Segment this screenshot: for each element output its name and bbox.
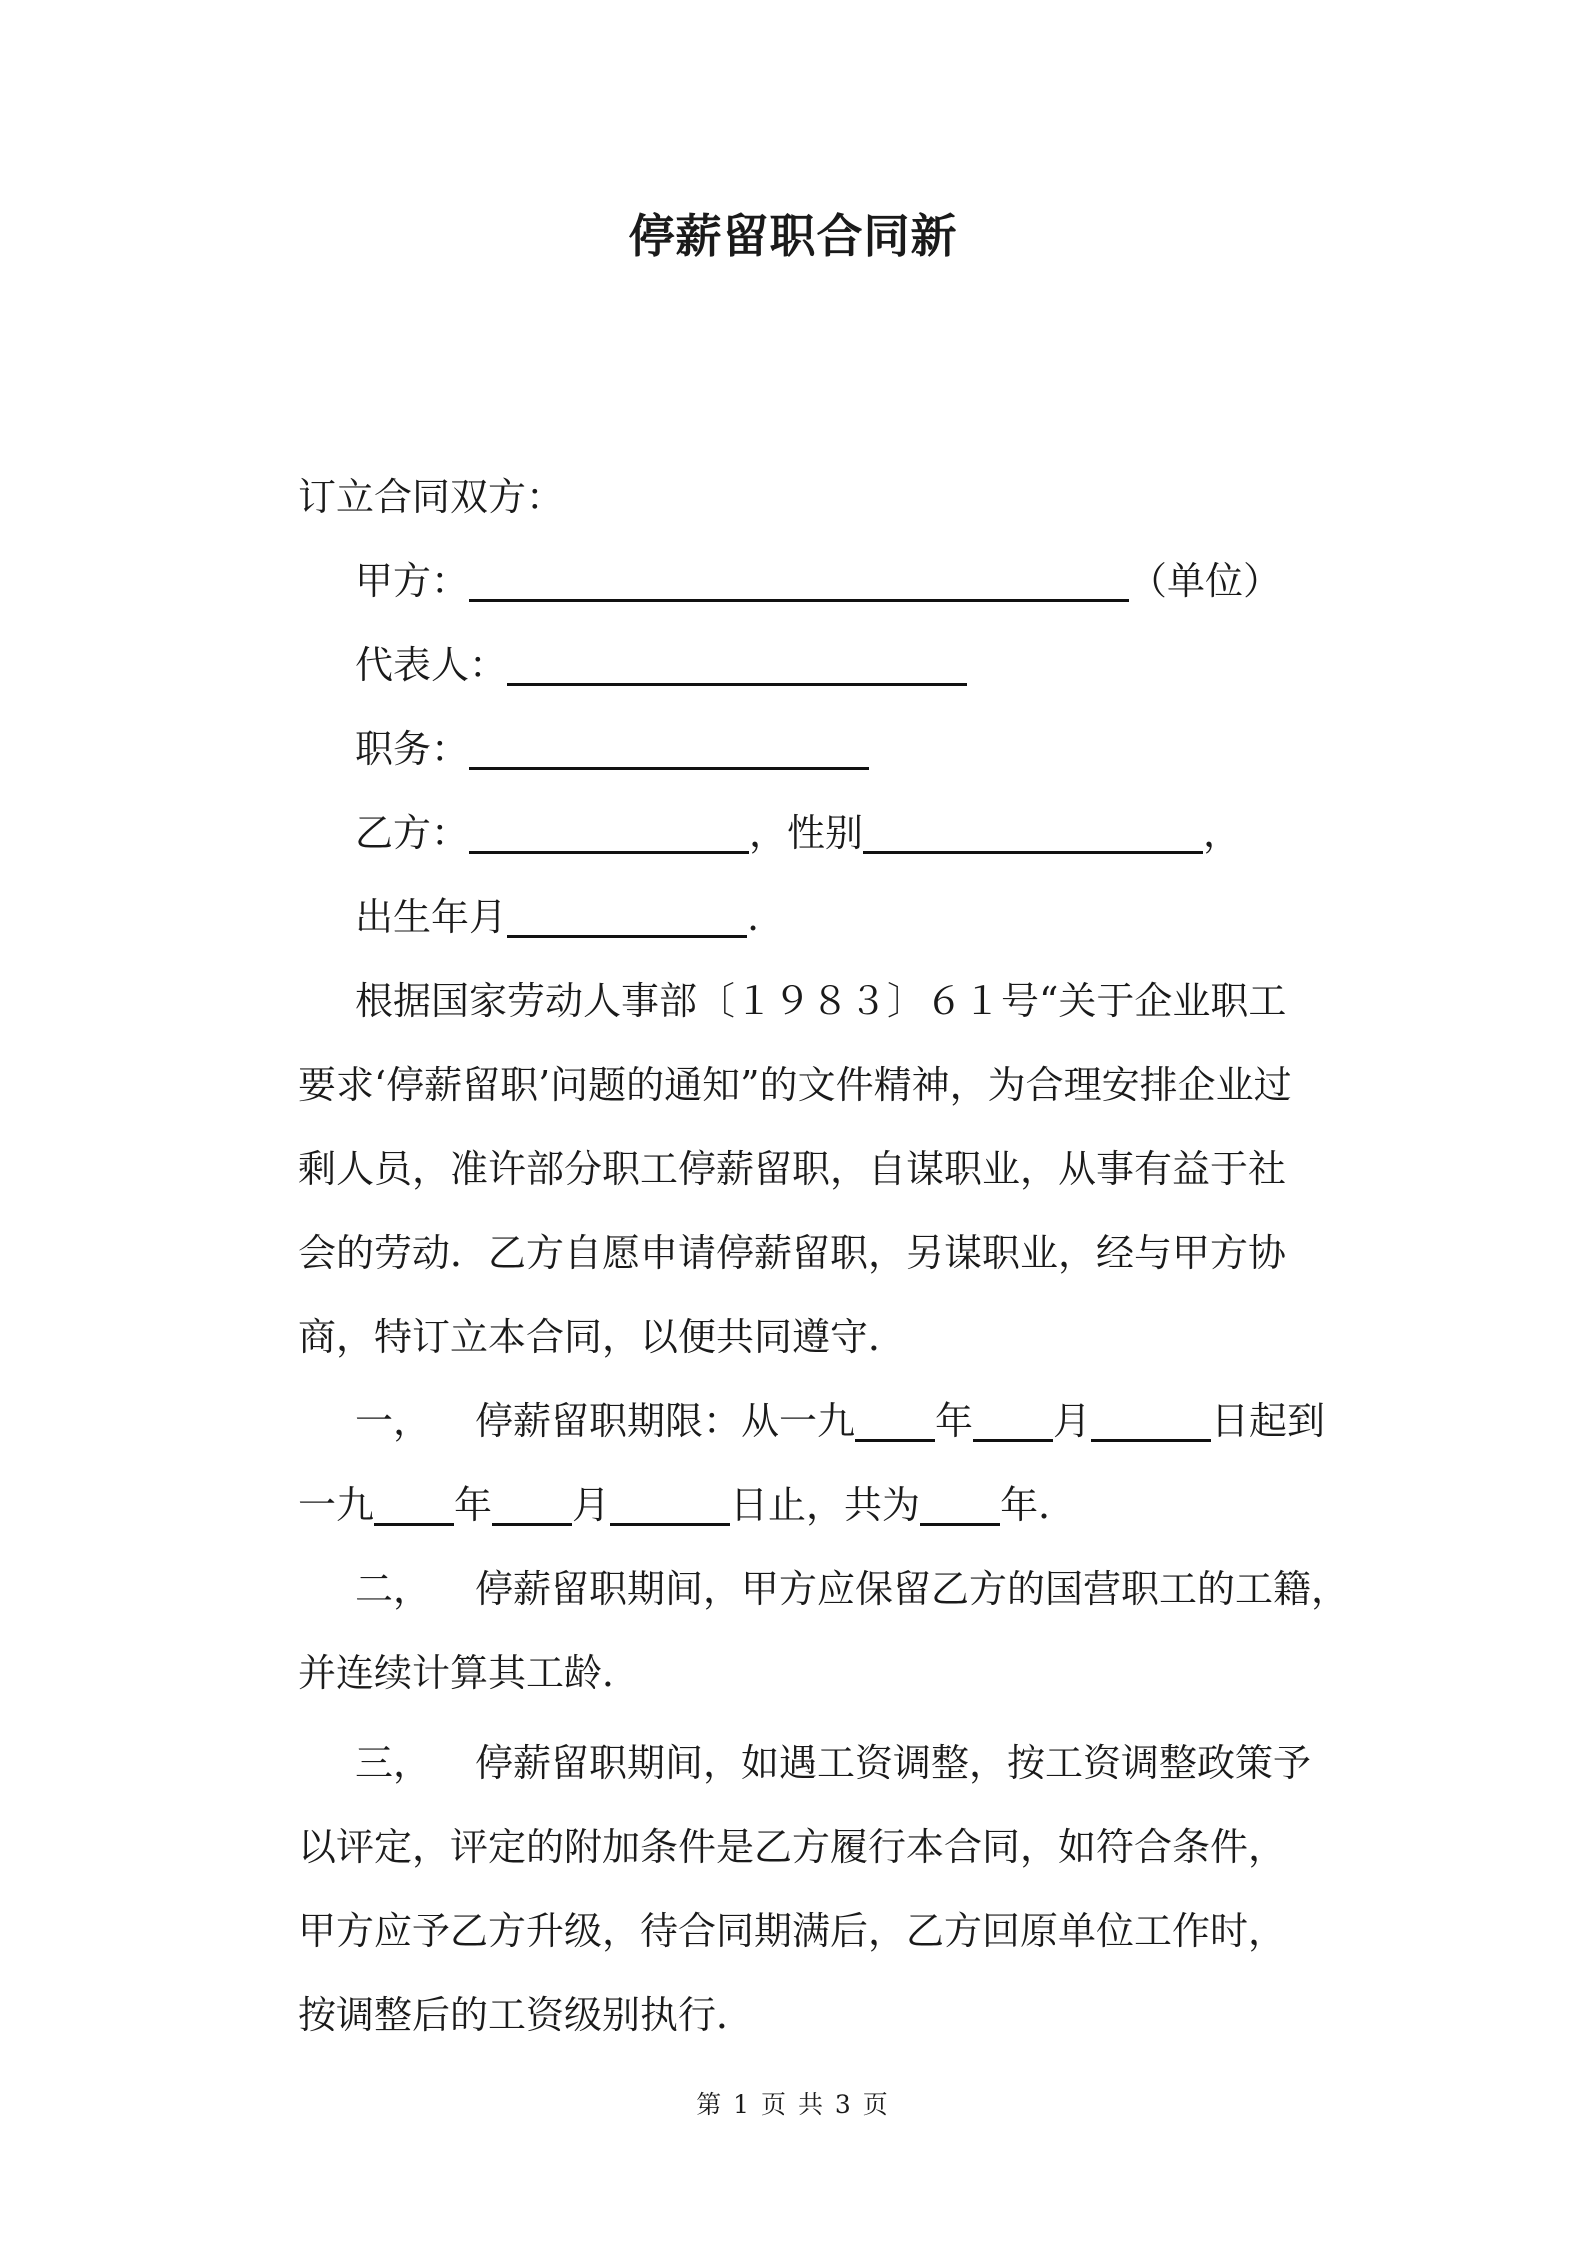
preamble-line: 会的劳动．乙方自愿申请停薪留职，另谋职业，经与甲方协 <box>298 1231 1287 1275</box>
day-end-label: 日止，共为 <box>730 1483 921 1527</box>
total-years-blank <box>920 1479 1000 1526</box>
clause-1-line2-prefix: 一九 <box>298 1483 375 1527</box>
clause-1-prefix: 停薪留职期限：从一九 <box>475 1399 856 1443</box>
clause-3 <box>298 1721 1358 2057</box>
gender-suffix: ， <box>1203 811 1242 855</box>
gender-blank <box>863 807 1203 854</box>
clause-3-line-3: 甲方应予乙方升级，待合同期满后，乙方回原单位工作时， <box>298 1909 1287 1953</box>
end-year-blank <box>374 1479 454 1526</box>
clause-3-line-4: 按调整后的工资级别执行． <box>298 1993 755 2037</box>
clause-3-text: 停薪留职期间，如遇工资调整，按工资调整政策予 <box>475 1741 1312 1785</box>
gender-label: ，性别 <box>749 811 864 855</box>
clause-2-line-1 <box>298 1547 1358 1631</box>
start-year-blank <box>855 1395 935 1442</box>
position-line <box>298 707 1358 791</box>
years-suffix: 年． <box>1000 1483 1077 1527</box>
clause-2-text: 停薪留职期间，甲方应保留乙方的国营职工的工籍， <box>475 1567 1350 1611</box>
month-label: 月 <box>572 1483 611 1527</box>
birth-suffix: . <box>747 895 760 939</box>
end-day-blank <box>610 1479 730 1526</box>
preamble-paragraph <box>298 959 1358 1379</box>
clause-2 <box>298 1547 1358 1715</box>
clause-1-line-1 <box>298 1379 1358 1463</box>
position-blank <box>469 723 869 770</box>
end-month-blank <box>492 1479 572 1526</box>
birth-line <box>298 875 1358 959</box>
page-footer: 第 1 页 共 3 页 <box>696 2090 890 2119</box>
party-a-label: 甲方： <box>355 559 470 603</box>
preamble-line: 剩人员，准许部分职工停薪留职，自谋职业，从事有益于社 <box>298 1147 1287 1191</box>
month-label: 月 <box>1053 1399 1092 1443</box>
year-label: 年 <box>935 1399 974 1443</box>
birth-label: 出生年月 <box>355 895 508 939</box>
party-a-blank <box>469 555 1129 602</box>
start-day-blank <box>1091 1395 1211 1442</box>
document-body <box>298 455 1358 2057</box>
document-title: 停薪留职合同新 <box>628 209 958 263</box>
clause-1-line-2 <box>298 1463 1358 1547</box>
party-b-blank <box>469 807 749 854</box>
year-label: 年 <box>454 1483 493 1527</box>
preamble-line: 根据国家劳动人事部〔１９８３〕６１号“关于企业职工 <box>355 979 1287 1023</box>
representative-label: 代表人： <box>355 643 508 687</box>
clause-3-line-1 <box>298 1721 1358 1805</box>
party-a-line <box>298 539 1358 623</box>
position-label: 职务： <box>355 727 470 771</box>
clause-2-line-2: 并连续计算其工龄． <box>298 1651 641 1695</box>
party-b-label: 乙方： <box>355 811 470 855</box>
clause-1-number: 一， <box>355 1399 432 1443</box>
clause-3-number: 三， <box>355 1741 432 1785</box>
clause-3-line-2: 以评定，评定的附加条件是乙方履行本合同，如符合条件， <box>298 1825 1287 1869</box>
preamble-line: 商，特订立本合同，以便共同遵守． <box>298 1315 907 1359</box>
start-month-blank <box>973 1395 1053 1442</box>
representative-blank <box>507 639 967 686</box>
party-a-suffix: （单位） <box>1129 559 1282 603</box>
birth-blank <box>507 891 747 938</box>
day-start-label: 日起到 <box>1211 1399 1326 1443</box>
clause-2-number: 二， <box>355 1567 432 1611</box>
preamble-line: 要求‘停薪留职’问题的通知”的文件精神，为合理安排企业过 <box>298 1063 1292 1107</box>
representative-line <box>298 623 1358 707</box>
party-b-line <box>298 791 1358 875</box>
clause-1 <box>298 1379 1358 1547</box>
parties-heading: 订立合同双方： <box>298 475 565 519</box>
